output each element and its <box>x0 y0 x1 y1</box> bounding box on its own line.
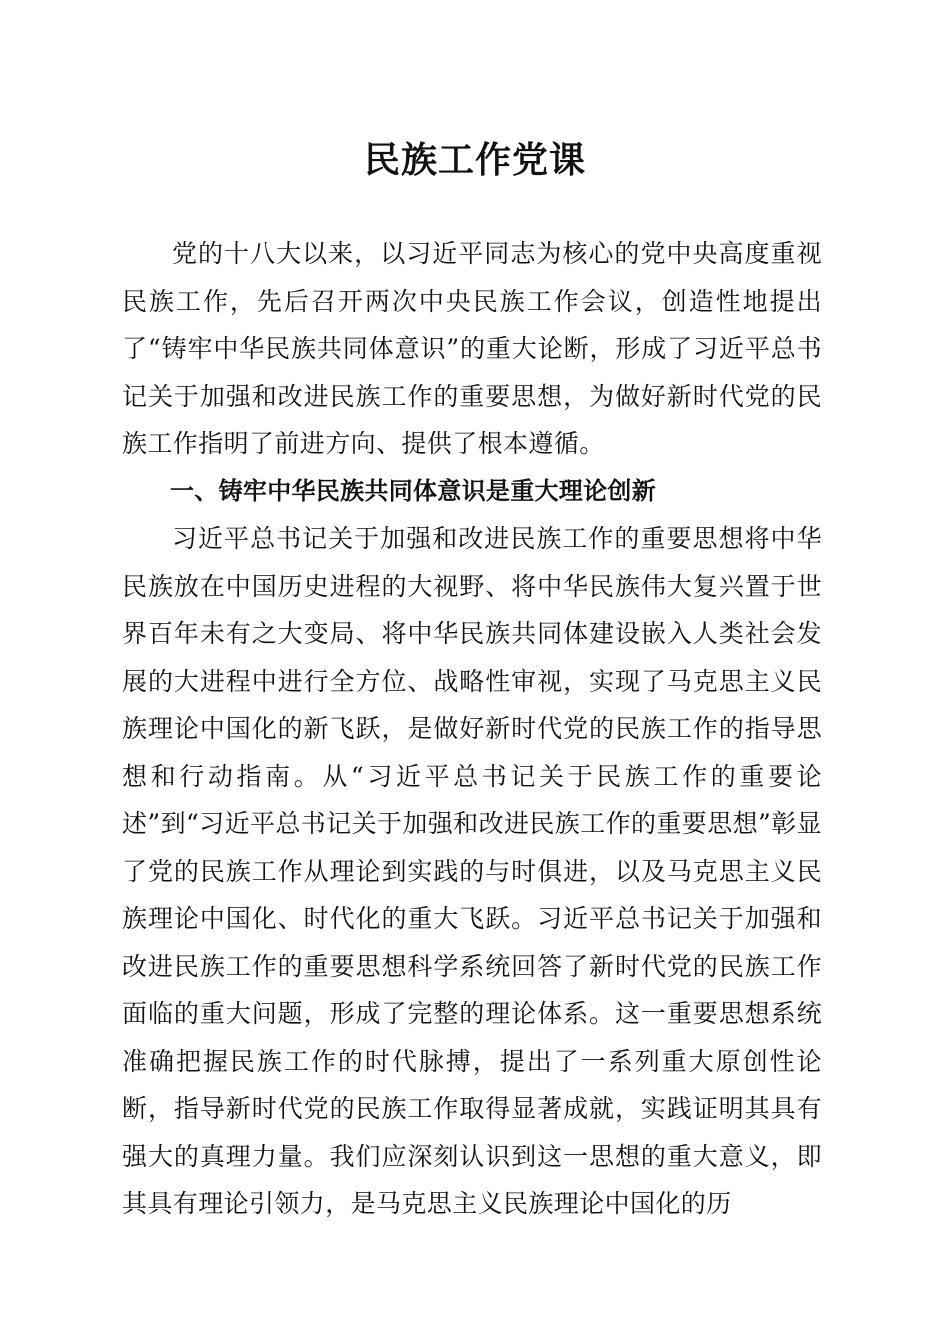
section-1-paragraph: 习近平总书记关于加强和改进民族工作的重要思想将中华民族放在中国历史进程的大视野、将中华民族伟大复兴置于世界百年未有之大变局、将中华民族共同体建设嵌入人类社会发展的大进程中进行全方位、战略性审视，实现了马克思主义民族理论中国化的新飞跃，是做好新时代党的民族工作的指导思想和行动指南。从“习近平总书记关于民族工作的重要论述”到“习近平总书记关于加强和改进民族工作的重要思想”彰显了党的民族工作从理论到实践的与时俱进，以及马克思主义民族理论中国化、时代化的重大飞跃。习近平总书记关于加强和改进民族工作的重要思想科学系统回答了新时代党的民族工作面临的重大问题，形成了完整的理论体系。这一重要思想系统准确把握民族工作的时代脉搏，提出了一系列重大原创性论断，指导新时代党的民族工作取得显著成就，实践证明其具有强大的真理力量。我们应深刻认识到这一思想的重大意义，即其具有理论引领力，是马克思主义民族理论中国化的历 <box>122 524 822 1218</box>
intro-paragraph: 党的十八大以来，以习近平同志为核心的党中央高度重视民族工作，先后召开两次中央民族工作会议，创造性地提出了“铸牢中华民族共同体意识”的重大论断，形成了习近平总书记关于加强和改进民族工作的重要思想，为做好新时代党的民族工作指明了前进方向、提供了根本遵循。 <box>122 239 822 458</box>
document-body <box>122 230 822 1228</box>
section-heading-1: 一、铸牢中华民族共同体意识是重大理论创新 <box>170 476 656 505</box>
page-title: 民族工作党课 <box>363 139 586 181</box>
